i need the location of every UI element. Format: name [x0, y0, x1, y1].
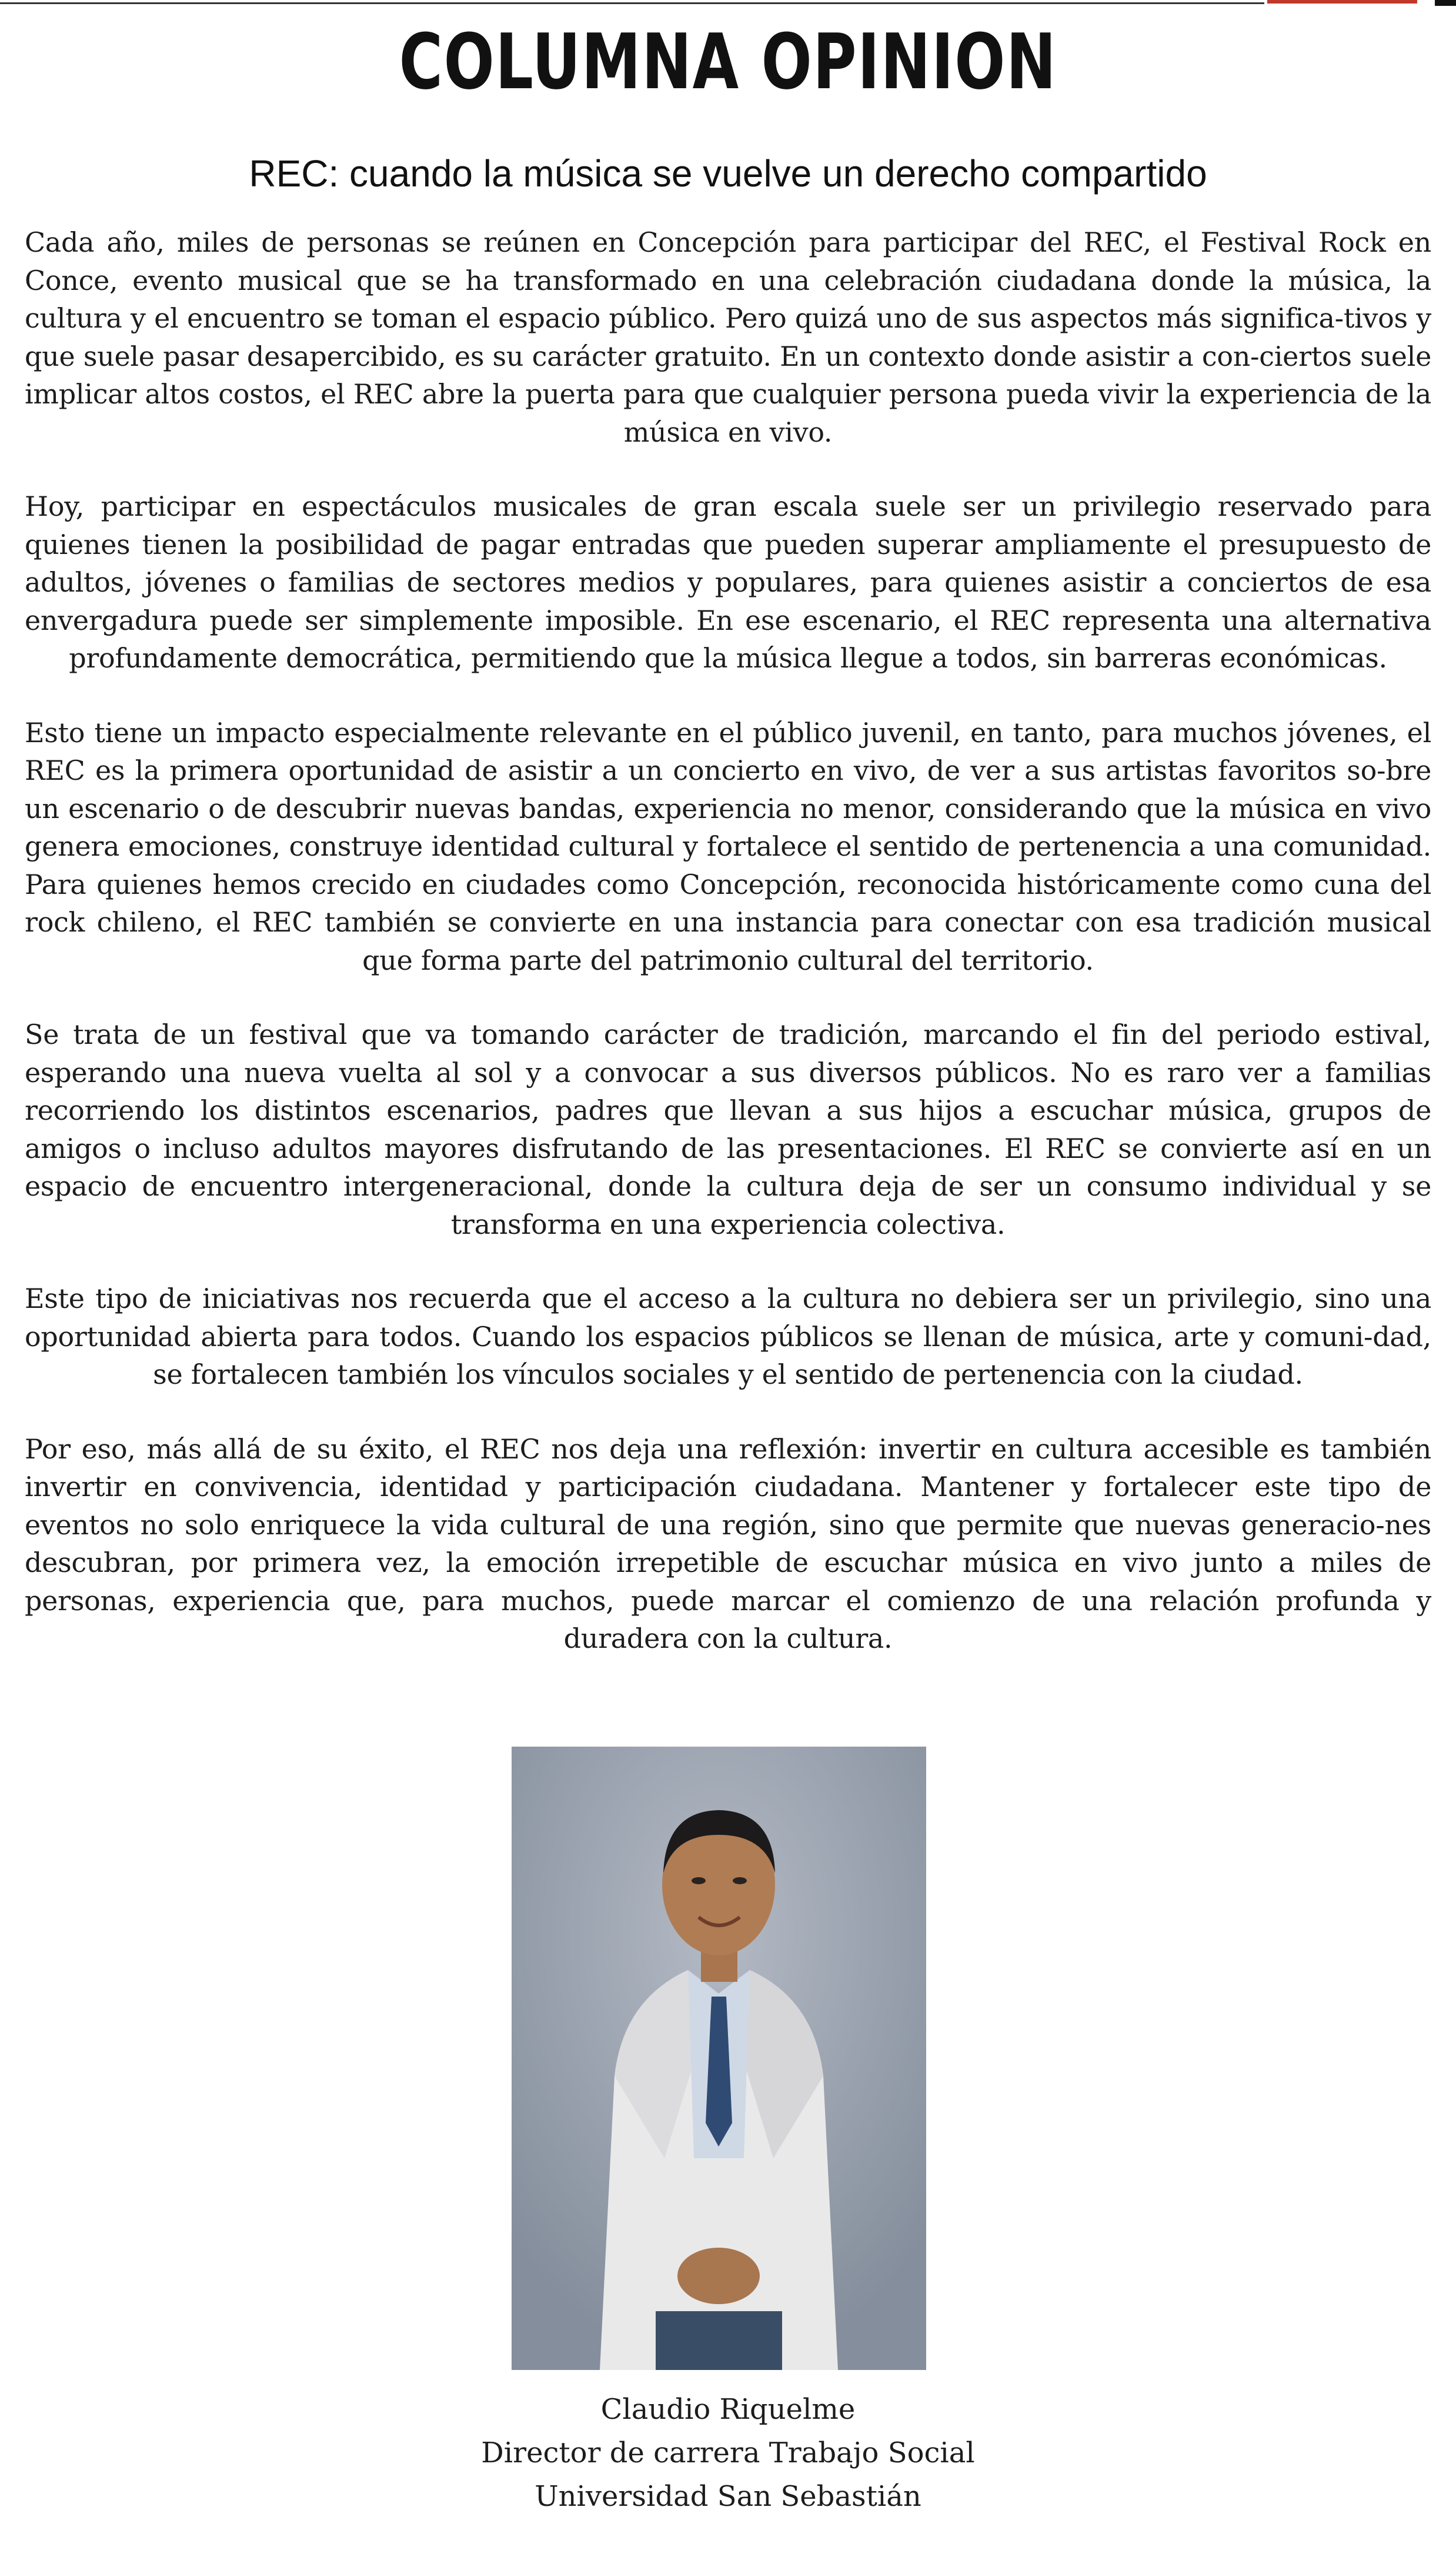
author-role: Director de carrera Trabajo Social	[481, 2436, 975, 2469]
article-paragraph: Por eso, más allá de su éxito, el REC nos deja una reflexión: invertir en cultura accesible es también invertir en convivencia, identidad y participación ciudadana. Mantener y fortalecer este tipo de eventos no solo enriquece la vida cultural de una región, sino que permite que nuevas generacio-nes descubran, por primera vez, la emoción irrepetible de escuchar música en vivo junto a miles de personas, experiencia que, para muchos, puede marcar el comienzo de una relación profunda y duradera con la cultura.	[25, 1433, 1431, 1654]
article-paragraph: Esto tiene un impacto especialmente relevante en el público juvenil, en tanto, para muchos jóvenes, el REC es la primera oportunidad de asistir a un concierto en vivo, de ver a sus artistas favoritos so-bre un escenario o de descubrir nuevas bandas, experiencia no menor, considerando que la música en vivo genera emociones, construye identidad cultural y fortalece el sentido de pertenencia a una comunidad. Para quienes hemos crecido en ciudades como Concepción, reconocida históricamente como cuna del rock chileno, el REC también se convierte en una instancia para conectar con esa tradición musical que forma parte del patrimonio cultural del territorio.	[25, 716, 1431, 976]
section-title: COLUMNA OPINION	[399, 17, 1057, 106]
author-photo	[512, 1747, 926, 2370]
author-institution: Universidad San Sebastián	[535, 2480, 921, 2513]
article-paragraph: Cada año, miles de personas se reúnen en Concepción para participar del REC, el Festival Rock en Conce, evento musical que se ha transformado en una celebración ciudadana donde la música, la cultura y el encuentro se toman el espacio público. Pero quizá uno de sus aspectos más significa-tivos y que suele pasar desapercibido, es su carácter gratuito. En un contexto donde asistir a con-ciertos suele implicar altos costos, el REC abre la puerta para que cualquier persona pueda vivir la experiencia de la música en vivo.	[25, 226, 1431, 448]
article-paragraph: Hoy, participar en espectáculos musicales de gran escala suele ser un privilegio reservado para quienes tienen la posibilidad de pagar entradas que pueden superar ampliamente el presupuesto de adultos, jóvenes o familias de sectores medios y populares, para quienes asistir a conciertos de esa envergadura puede ser simplemente imposible. En ese escenario, el REC representa una alternativa profundamente democrática, permitiendo que la música llegue a todos, sin barreras económicas.	[25, 490, 1431, 674]
corner-mark	[1435, 0, 1456, 6]
article-headline: REC: cuando la música se vuelve un derecho compartido	[249, 152, 1207, 195]
top-rule	[0, 2, 1264, 4]
article-paragraph: Se trata de un festival que va tomando carácter de tradición, marcando el fin del periodo estival, esperando una nueva vuelta al sol y a convocar a sus diversos públicos. No es raro ver a familias recorriendo los distintos escenarios, padres que llevan a sus hijos a escuchar música, grupos de amigos o incluso adultos mayores disfrutando de las presentaciones. El REC se convierte así en un espacio de encuentro intergeneracional, donde la cultura deja de ser un consumo individual y se transforma en una experiencia colectiva.	[25, 1019, 1431, 1240]
article-paragraph: Este tipo de iniciativas nos recuerda que el acceso a la cultura no debiera ser un privilegio, sino una oportunidad abierta para todos. Cuando los espacios públicos se llenan de música, arte y comuni-dad, se fortalecen también los vínculos sociales y el sentido de pertenencia con la ciudad.	[25, 1283, 1431, 1390]
author-name: Claudio Riquelme	[600, 2393, 856, 2426]
top-rule-accent	[1267, 0, 1417, 4]
article-body	[25, 223, 1431, 1694]
